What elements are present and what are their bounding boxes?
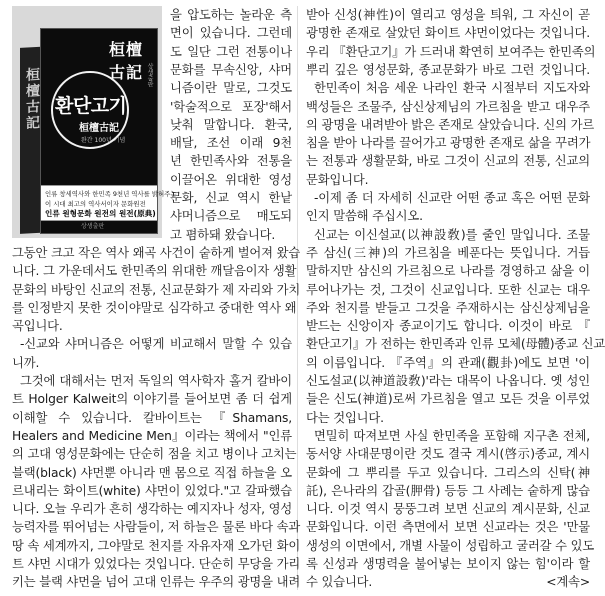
book-title: 환단고기 [55,95,127,117]
left-column-line: 니까. [12,355,40,370]
right-column-line: 말하지만 삼신의 가르침으로 나라를 경영하고 삶을 이 [306,264,590,279]
right-column-line: 니다. 이것 역시 뭉뚱그려 보면 신교의 계시문화, 신교 [306,502,590,517]
left-column-line: 트 Holger Kalweit의 이야기를 들어보면 좀 더 쉽게 [12,392,292,407]
left-column-line: 을 압도하는 놀라운 측 [170,8,292,22]
left-column-line: 년 한민족사와 전통을 [170,154,292,169]
left-column-line: 트 샤먼 시대가 있었다는 것입니다. 단순히 무당을 가리 [12,557,301,571]
left-column-line: 니다. 오늘 우리가 흔히 생각하는 예지자나 성자, 영성 [12,502,293,517]
left-column-line: Healers and Medicine Men』이라는 책에서 "인류 [12,428,292,443]
right-column-line: 문화입니다. 이런 측면에서 보면 신교라는 것은 '만물 [306,520,590,535]
right-column-line: 주와 천지를 받들고 그것을 주재하시는 삼신상제님을 [306,300,590,315]
right-column-line: 인지 말씀해 주십시오. [306,209,423,224]
right-column-line: 받아 신성(神性)이 열리고 영성을 틔워, 그 자신이 곧 [306,8,590,22]
book-photo [12,6,177,238]
left-column-line: 문화를 무속신앙, 샤머 [170,62,292,77]
right-column-line: 루어나가는 것, 그것이 신교입니다. 또한 신교는 대우 [306,282,590,297]
left-column-line: 샤머니즘으로 매도되 [170,209,292,224]
left-column-line: 니즘이란 말로, 그것도 [170,81,292,96]
book-hanja-title: 桓檀古記 [109,40,144,82]
book-publisher: 상생출판 [81,223,105,230]
book-subtitle: 桓檀古記 [79,123,119,134]
right-column-line: 신도설교(以神道設敎)'라는 대목이 나옵니다. 옛 성인 [306,374,590,388]
right-column-line: -이제 좀 더 자세히 신교란 어떤 종교 혹은 어떤 문화 [314,191,590,205]
right-column-line: 침을 받아 나라를 끌어가고 광명한 존재로 삶을 꾸려가 [306,136,591,151]
right-column-line: 문화입니다. [306,172,369,187]
left-column-line: 능력자를 뛰어넘는 사람들이, 저 하늘은 물론 바다 속과 [12,520,301,535]
left-column-line: -신교와 샤머니즘은 어떻게 비교해서 말할 수 있습 [20,337,292,352]
left-column-line: 이끌어온 위대한 영성 [170,172,292,187]
right-column-line: 는 전통과 생활문화, 바로 그것이 신교의 전통, 신교의 [306,154,590,169]
right-column-line: 신교는 이신설교(以神設敎)를 줄인 말입니다. 조물 [314,227,590,242]
right-column-line: 한민족이 처음 세운 나라인 환국 시절부터 지도자와 [314,81,590,96]
left-column-line: 문화, 신교 역시 한낱 [170,191,292,205]
right-column-line: 백성들은 조물주, 삼신상제님의 가르침을 받고 대우주 [306,99,590,114]
right-column-line: 뿌리 깊은 영성문화, 종교문화가 바로 그런 것입니다. [306,62,590,77]
left-column-line: 면이 있습니다. 그런데 [170,26,292,41]
left-column-line: 키는 블랙 샤먼을 넘어 고대 인류는 우주의 광명을 내려 [12,575,301,590]
left-column-line: 블랙(black) 샤먼뿐 아니라 맨 몸으로 직접 하늘을 오 [12,465,292,480]
right-column-line: 주 삼신(三神)의 가르침을 베푼다는 뜻입니다. 거듭 [306,245,590,260]
right-column-line: 면밀히 따져보면 사실 한민족을 포함해 지구촌 전체, [314,428,590,443]
left-column-line: 그것에 대해서는 먼저 독일의 역사학자 홀거 칼바이 [20,374,292,388]
right-column-line: 의 광명을 내려받아 밝은 존재로 살았습니다. 신의 가르 [306,117,595,132]
left-column-line: 문화의 바탕인 신교의 전통, 신교문화가 제 자리와 가치 [12,282,301,297]
right-column-line: 의 이름입니다. 『주역』의 관괘(觀卦)에도 보면 '이 [306,355,590,370]
right-column-line: 환단고기』가 전하는 한민족과 인류 모체(母體)종교 신교 [306,337,605,352]
left-column-line: 땅 속 세계까지, 그야말로 천지를 자유자재 오가던 화이 [12,538,301,553]
right-column-line: 다는 것입니다. [306,410,384,425]
column-divider [297,6,298,590]
book-edition: 완간 100년 기념 [81,137,126,144]
book-banner [41,185,177,221]
right-column-line: 우리 『환단고기』가 드러내 확연히 보여주는 한민족의 [306,44,596,59]
right-column-line: 광명한 존재로 살았던 화이트 샤먼이었다는 것입니다. [306,26,590,41]
book-side-text: 상생출판 [146,63,153,87]
book-banner-headline: 인류 원형문화 원전의 원전(原典) [45,209,156,218]
left-column-line: 도 일단 그런 전통이나 [170,44,292,59]
continued-marker: <계속> [546,575,590,590]
left-column-line: 르내리는 화이트(white) 샤먼이 있었다."고 갈파했습 [12,483,292,498]
left-column-line: 낮춰 말합니다. 환국, [170,117,292,132]
left-column-line: 니다. 그 가운데서도 한민족의 위대한 깨달음이자 생활 [12,264,297,279]
left-column-line: 의 고대 영성문화에는 단순히 점을 치고 병이나 고치는 [12,447,297,462]
right-column-line: 생성의 이면에서, 개별 사물이 성립하고 굴러갈 수 있도 [306,538,595,553]
right-column-line: 동서양 사대문명이란 것도 결국 계시(啓示)종교, 계시 [306,447,590,462]
left-column-line: '학술적으로 포장'해서 [170,99,292,114]
book-back-title: 桓檀古記 [24,66,40,132]
left-column-line: 배달, 조선 이래 9천 [170,136,292,151]
right-column-line: 들은 신도(神道)로써 가르침을 열고 모든 것을 이루었 [306,392,590,407]
left-column-line: 그동안 크고 작은 역사 왜곡 사건이 숱하게 벌어져 왔습 [12,245,301,260]
right-column-line: 록 신성과 생명력을 불어넣는 보이지 않는 힘'이라 할 [306,557,590,571]
book-front-cover [40,28,177,234]
right-column-line: 託), 은나라의 갑골(胛骨) 등등 그 사례는 숱하게 많습 [306,483,590,498]
book-banner-line: 이 시대 최고의 역사서이자 문화원전 [45,200,146,208]
right-column-line: 문화에 그 뿌리를 두고 있습니다. 그리스의 신탁(神 [306,465,590,480]
right-column-line: 받드는 신앙이자 종교이기도 합니다. 이것이 바로 『 [306,319,590,334]
left-column-line: 이해할 수 있습니다. 칼바이트는 『Shamans, [12,410,292,425]
left-column-line: 고 폄하돼 왔습니다. [170,227,276,242]
left-column-line: 곡입니다. [12,319,63,334]
left-column-line: 를 인정받지 못한 것이야말로 심각하고 중대한 역사 왜 [12,300,297,315]
book-banner-line: 인류 창세역사와 한민족 9천년 역사를 밝혀주는 [45,190,177,198]
right-column-line: 수 있습니다. [306,575,373,590]
